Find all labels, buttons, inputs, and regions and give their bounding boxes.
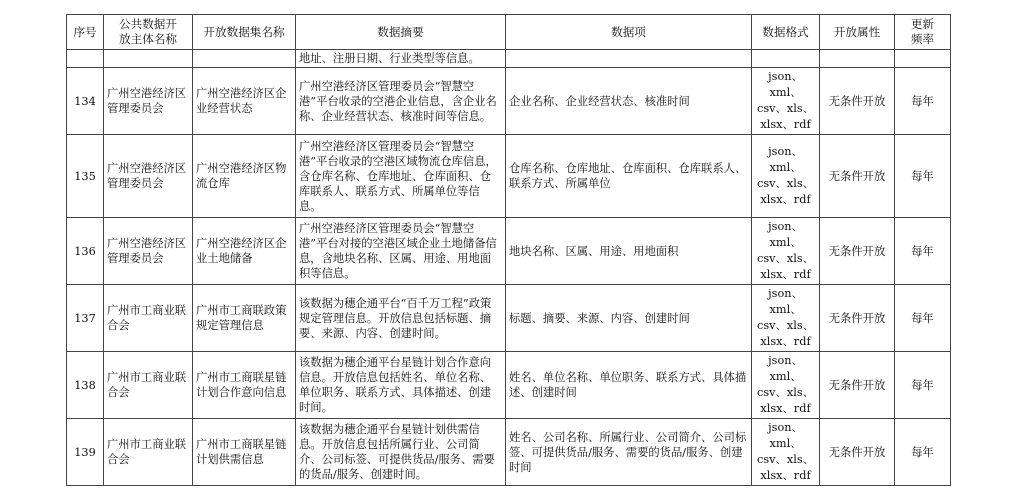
dataset-cell: 广州市工商联政策规定管理信息: [193, 285, 296, 352]
cont-frequency-cell: [895, 50, 951, 68]
items-cell: 企业名称、企业经营状态、核准时间: [506, 68, 752, 135]
dataset-cell: 广州市工商联星链计划供需信息: [193, 419, 296, 486]
header-summary: 数据摘要: [296, 15, 506, 50]
cont-dataset-cell: [193, 50, 296, 68]
table-row: [67, 135, 951, 218]
frequency-cell: 每年: [895, 218, 951, 285]
dataset-cell: 广州空港经济区物流仓库: [193, 135, 296, 218]
body-cell: 广州空港经济区管理委员会: [104, 135, 193, 218]
frequency-cell: 每年: [895, 135, 951, 218]
attribute-cell: 无条件开放: [820, 68, 895, 135]
format-cell: json、xml、csv、xls、xlsx、rdf: [752, 135, 820, 218]
seq-cell: 138: [67, 352, 104, 419]
header-frequency: 更新频率: [895, 15, 951, 50]
cont-format-cell: [752, 50, 820, 68]
attribute-cell: 无条件开放: [820, 218, 895, 285]
seq-cell: 135: [67, 135, 104, 218]
dataset-cell: 广州空港经济区企业土地储备: [193, 218, 296, 285]
seq-cell: 134: [67, 68, 104, 135]
items-cell: 仓库名称、仓库地址、仓库面积、仓库联系人、联系方式、所属单位: [506, 135, 752, 218]
format-cell: json、xml、csv、xls、xlsx、rdf: [752, 285, 820, 352]
dataset-cell: 广州空港经济区企业经营状态: [193, 68, 296, 135]
format-cell: json、xml、csv、xls、xlsx、rdf: [752, 68, 820, 135]
table-row: [67, 352, 951, 419]
body-cell: 广州市工商业联合会: [104, 285, 193, 352]
attribute-cell: 无条件开放: [820, 419, 895, 486]
attribute-cell: 无条件开放: [820, 285, 895, 352]
header-dataset: 开放数据集名称: [193, 15, 296, 50]
items-cell: 地块名称、区属、用途、用地面积: [506, 218, 752, 285]
body-cell: 广州空港经济区管理委员会: [104, 218, 193, 285]
seq-cell: 137: [67, 285, 104, 352]
summary-cell: 广州空港经济区管理委员会“智慧空港”平台收录的空港企业信息，含企业名称、企业经营状态、核准时间等信息。: [296, 68, 506, 135]
open-data-catalog-table: [66, 14, 951, 486]
frequency-cell: 每年: [895, 285, 951, 352]
format-cell: json、xml、csv、xls、xlsx、rdf: [752, 352, 820, 419]
dataset-cell: 广州市工商联星链计划合作意向信息: [193, 352, 296, 419]
header-format: 数据格式: [752, 15, 820, 50]
frequency-cell: 每年: [895, 419, 951, 486]
body-cell: 广州市工商业联合会: [104, 352, 193, 419]
attribute-cell: 无条件开放: [820, 135, 895, 218]
cont-summary-cell: 地址、注册日期、行业类型等信息。: [296, 50, 506, 68]
frequency-cell: 每年: [895, 352, 951, 419]
summary-cell: 该数据为穗企通平台星链计划合作意向信息。开放信息包括姓名、单位名称、单位职务、联系方式、具体描述、创建时间。: [296, 352, 506, 419]
cont-body-cell: [104, 50, 193, 68]
format-cell: json、xml、csv、xls、xlsx、rdf: [752, 218, 820, 285]
seq-cell: 139: [67, 419, 104, 486]
seq-cell: 136: [67, 218, 104, 285]
header-seq: 序号: [67, 15, 104, 50]
table-row: [67, 218, 951, 285]
header-items: 数据项: [506, 15, 752, 50]
header-attribute: 开放属性: [820, 15, 895, 50]
cont-seq-cell: [67, 50, 104, 68]
header-body: 公共数据开放主体名称: [104, 15, 193, 50]
items-cell: 姓名、公司名称、所属行业、公司简介、公司标签、可提供货品/服务、需要的货品/服务、创建时间: [506, 419, 752, 486]
items-cell: 标题、摘要、来源、内容、创建时间: [506, 285, 752, 352]
header-row: [67, 15, 951, 50]
items-cell: 姓名、单位名称、单位职务、联系方式、具体描述、创建时间: [506, 352, 752, 419]
attribute-cell: 无条件开放: [820, 352, 895, 419]
table-row: [67, 419, 951, 486]
summary-cell: 广州空港经济区管理委员会“智慧空港”平台收录的空港区域物流仓库信息，含仓库名称、仓库地址、仓库面积、仓库联系人、联系方式、所属单位等信息。: [296, 135, 506, 218]
continuation-row: [67, 50, 951, 68]
frequency-cell: 每年: [895, 68, 951, 135]
table-row: [67, 285, 951, 352]
format-cell: json、xml、csv、xls、xlsx、rdf: [752, 419, 820, 486]
body-cell: 广州市工商业联合会: [104, 419, 193, 486]
summary-cell: 该数据为穗企通平台星链计划供需信息。开放信息包括所属行业、公司简介、公司标签、可提供货品/服务、需要的货品/服务、创建时间。: [296, 419, 506, 486]
table-row: [67, 68, 951, 135]
summary-cell: 广州空港经济区管理委员会“智慧空港”平台对接的空港区域企业土地储备信息，含地块名称、区属、用途、用地面积等信息。: [296, 218, 506, 285]
summary-cell: 该数据为穗企通平台“百千万工程”政策规定管理信息。开放信息包括标题、摘要、来源、内容、创建时间。: [296, 285, 506, 352]
cont-items-cell: [506, 50, 752, 68]
body-cell: 广州空港经济区管理委员会: [104, 68, 193, 135]
cont-attribute-cell: [820, 50, 895, 68]
